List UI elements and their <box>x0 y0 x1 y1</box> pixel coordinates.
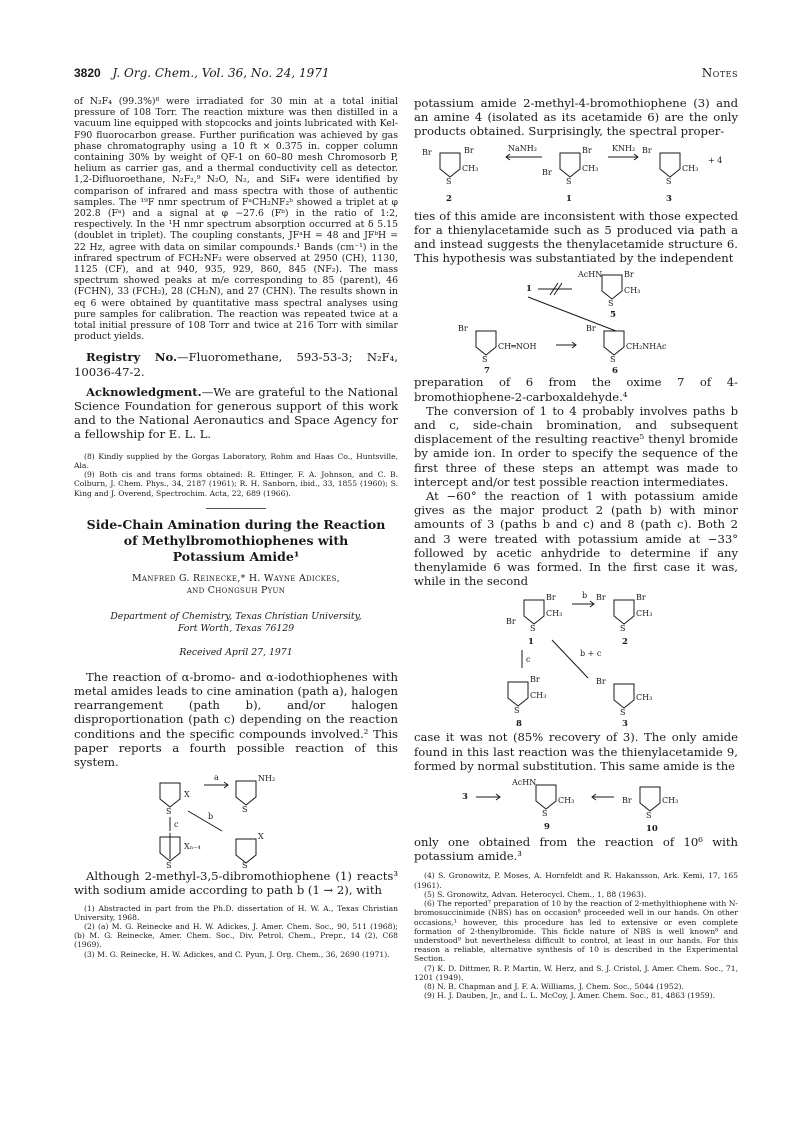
svg-text:CH₃: CH₃ <box>582 163 599 173</box>
footnote-8: (8) Kindly supplied by the Gorgas Laboratory, Rohm and Haas Co., Huntsville, Ala. <box>74 451 398 470</box>
authors-line-1: Manfred G. Reinecke,* H. Wayne Adickes, <box>132 572 340 584</box>
footnote-5: (5) S. Gronowitz, Advan. Heterocycl. Chem., 1, 88 (1963). <box>424 889 647 899</box>
experimental-paragraph: of N₂F₄ (99.3%)⁸ were irradiated for 30 min at a total initial pressure of 108 Torr. The reaction mixture was then distilled in a vacuum line equipped with stopcocks and joints lubricated with Kel-F90 fluorocarbon grease. Further purification was achieved by gas phase chromatography using a 10 ft × 0.375 in. copper column containing 30% by weight of QF-1 on 60–80 mesh Chromosorb P, helium as carrier gas, and a thermal conductivity cell as detector. 1,2-Difluoroethane, N₂F₂,⁹ N₂O, N₂, and SiF₄ were identified by comparison of infrared and mass spectra with those of authentic samples. The ¹⁹F nmr spectrum of FᵃCH₂NF₂ᵇ showed a triplet at φ 202.8 (Fᵃ) and a signal at φ −27.6 (Fᵇ) in the ratio of 1:2, respectively. In the ¹H nmr spectrum absorption occurred at δ 5.15 (doublet in triplet). The coupling constants, JFᵃH = 48 and JFᵇH = 22 Hz, agree with data on similar compounds.¹ Bands (cm⁻¹) in the infrared spectrum of FCH₂NF₂ were observed at 2950 (CH), 1130, 1125 (CF), and at 940, 935, 929, 860, 845 (NF₂). The mass spectrum showed peaks at m/e corresponding to 85 (parent), 46 (FCHN), 33 (FCH₂), 28 (CH₂N), and 27 (CHN). The results shown in eq 6 were obtained by quantitative mass spectral analyses using pure samples for calibration. The reaction was repeated twice at a total initial pressure of 108 Torr and twice at 216 Torr with similar product yields. <box>74 96 398 343</box>
thiophene-nh2 <box>236 774 275 814</box>
continued-paragraph: Although 2-methyl-3,5-dibromothiophene (1) reacts³ with sodium amide according to path b (1 → 2), with <box>74 869 398 898</box>
abstract-paragraph: The reaction of α-bromo- and α-iodothiophenes with metal amides leads to cine amination (path a), halogen rearrangement (path b), and/or halogen disproportionation (path c) depending on the reaction conditions and the specific compounds involved.² This paper reports a fourth possible reaction of this system. <box>74 669 398 769</box>
svg-text:S: S <box>646 811 652 821</box>
svg-text:2: 2 <box>622 637 628 648</box>
footnote-1: (1) Abstracted in part from the Ph.D. dissertation of H. W. A., Texas Christian University, 1968. <box>74 903 398 922</box>
svg-text:S: S <box>620 624 626 634</box>
path-c-label: c <box>174 820 179 830</box>
s-label: S <box>242 805 248 815</box>
nanh2-label: NaNH₂ <box>508 143 537 153</box>
compound-2 <box>596 593 652 647</box>
compound-6 <box>586 324 667 375</box>
scheme-5 <box>416 773 736 835</box>
knh2-label: KNH₂ <box>612 143 636 153</box>
svg-text:Br: Br <box>458 324 468 334</box>
svg-text:S: S <box>530 624 536 634</box>
thiophene-x-rearranged <box>236 832 264 869</box>
section-divider <box>206 508 266 509</box>
svg-text:Br: Br <box>542 167 552 177</box>
compound-7 <box>458 324 536 375</box>
ack-label: Acknowledgment. <box>86 384 202 399</box>
footnote-8r: (8) N. B. Chapman and J. F. A. Williams, J. Chem. Soc., 5044 (1952). <box>424 981 684 991</box>
svg-text:CH₃: CH₃ <box>546 609 563 619</box>
svg-text:AcHN: AcHN <box>512 778 537 788</box>
paragraph-3: preparation of 6 from the oxime 7 of 4-bromothiophene-2-carboxaldehyde.⁴ <box>414 375 738 404</box>
compound-2 <box>422 146 478 204</box>
svg-text:CH₃: CH₃ <box>530 691 547 701</box>
registry-paragraph <box>74 350 398 378</box>
svg-text:Br: Br <box>596 593 606 603</box>
svg-text:7: 7 <box>484 366 490 376</box>
svg-text:S: S <box>566 176 572 186</box>
svg-text:CH₃: CH₃ <box>636 693 653 703</box>
svg-text:Br: Br <box>636 593 646 603</box>
path-a-label: a <box>214 773 219 783</box>
svg-text:S: S <box>620 708 626 718</box>
svg-text:S: S <box>608 299 614 309</box>
paragraph-1: potassium amide 2-methyl-4-bromothiophene (3) and an amine 4 (isolated as its acetamide 6) are the only products obtained. Surprisingly, the spectral proper- <box>414 96 738 139</box>
svg-text:1: 1 <box>526 284 532 295</box>
thiophene-x <box>160 783 190 816</box>
svg-text:Br: Br <box>596 677 606 687</box>
left-column <box>74 96 398 959</box>
svg-text:1: 1 <box>528 637 534 648</box>
footnote-2: (2) (a) M. G. Reinecke and H. W. Adickes, J. Amer. Chem. Soc., 90, 511 (1968); (b) M. G. Reinecke, Amer. Chem. Soc., Div. Petrol. Chem., Prepr., 14 (2), C68 (1969). <box>74 921 398 950</box>
svg-text:Br: Br <box>422 147 432 157</box>
svg-text:S: S <box>514 706 520 716</box>
acknowledgment-paragraph <box>74 385 398 442</box>
section-name: Notes <box>701 66 738 80</box>
authors <box>74 573 398 597</box>
affiliation-line-1: Department of Chemistry, Texas Christian University, <box>110 610 362 622</box>
authors-line-2: and Chongsuh Pyun <box>186 584 286 596</box>
svg-text:CH₃: CH₃ <box>636 609 653 619</box>
svg-text:Br: Br <box>622 796 632 806</box>
svg-text:Br: Br <box>582 145 592 155</box>
path-b-label: b <box>208 812 214 822</box>
svg-text:Br: Br <box>642 145 652 155</box>
footnote-9r: (9) H. J. Dauben, Jr., and L. L. McCoy, J. Amer. Chem. Soc., 81, 4863 (1959). <box>424 991 715 1001</box>
svg-text:1: 1 <box>566 193 572 204</box>
compound-5 <box>577 270 640 320</box>
footnote-3: (3) M. G. Reinecke, H. W. Adickes, and C. Pyun, J. Org. Chem., 36, 2690 (1971). <box>84 949 390 959</box>
compound-10 <box>622 787 678 834</box>
svg-text:8: 8 <box>516 719 522 730</box>
footnote-4: (4) S. Gronowitz, P. Moses, A. Hornfeldt and R. Hakansson, Ark. Kemi, 17, 165 (1961). <box>414 871 738 890</box>
compound-3 <box>642 146 722 204</box>
page-number: 3820 <box>74 66 101 80</box>
svg-text:9: 9 <box>544 822 550 833</box>
paragraph-7: only one obtained from the reaction of 10⁶ with potassium amide.³ <box>414 835 738 864</box>
scheme-2 <box>416 139 736 209</box>
registry-label: Registry No. <box>86 350 178 365</box>
footnote-9: (9) Both cis and trans forms obtained: R. Ettinger, F. A. Johnson, and C. B. Colburn, J. Chem. Phys., 34, 2187 (1961); R. H. Sanborn, ibid., 33, 1855 (1960); S. King and J. Overend, Spectrochim. Acta, 22, 689 (1966). <box>74 470 398 498</box>
ack-text: —We are grateful to the National Science Foundation for generous support of this work and to the National Aeronautics and Space Agency for a fellowship for E. L. L. <box>74 384 398 442</box>
svg-text:b: b <box>582 591 588 601</box>
svg-text:S: S <box>482 355 488 365</box>
svg-text:AcHN: AcHN <box>578 270 603 280</box>
arrow-b <box>188 811 222 831</box>
title-line-1: Side-Chain Amination during the Reaction <box>86 516 386 532</box>
svg-text:S: S <box>446 176 452 186</box>
journal-citation: J. Org. Chem., Vol. 36, No. 24, 1971 <box>112 66 330 80</box>
compound-9 <box>511 778 574 832</box>
svg-text:Br: Br <box>546 593 556 603</box>
svg-text:3: 3 <box>666 193 672 204</box>
nh2-label: NH₂ <box>258 774 276 784</box>
title-line-2: of Methylbromothiophenes with <box>123 532 349 548</box>
svg-text:CH₃: CH₃ <box>662 796 679 806</box>
svg-text:Br: Br <box>464 145 474 155</box>
x-label: X <box>258 832 264 842</box>
svg-text:3: 3 <box>622 719 628 730</box>
compound-3 <box>596 677 652 729</box>
svg-text:2: 2 <box>446 193 452 204</box>
svg-text:5: 5 <box>610 310 616 321</box>
paragraph-4: The conversion of 1 to 4 probably involves paths b and c, side-chain bromination, and subsequent displacement of the resulting reactive⁵ thenyl bromide by amide ion. In order to specify the sequence of the first three of these steps an attempt was made to intercept and/or test possible reaction intermediates. <box>414 403 738 489</box>
svg-text:CH₃: CH₃ <box>682 163 699 173</box>
article-title <box>74 517 398 565</box>
svg-text:S: S <box>666 176 672 186</box>
svg-text:+ 4: + 4 <box>708 155 723 165</box>
svg-text:6: 6 <box>612 366 618 376</box>
paragraph-2: ties of this amide are inconsistent with those expected for a thienylacetamide such as 5 produced via path a and instead suggests the thenylacetamide structure 6. This hypothesis was substantiated by the independent <box>414 208 738 266</box>
svg-text:CH₃: CH₃ <box>624 286 641 296</box>
svg-text:Br: Br <box>586 324 596 334</box>
svg-text:Br: Br <box>530 675 540 685</box>
svg-text:3: 3 <box>462 792 468 803</box>
svg-text:Br: Br <box>506 617 516 627</box>
compound-8 <box>508 675 546 729</box>
scheme-3 <box>416 265 736 375</box>
paragraph-5: At −60° the reaction of 1 with potassium amide gives as the major product 2 (path b) with minor amounts of 3 (paths b and c) and 8 (path c). Both 2 and 3 were treated with potassium amide at −33° followed by acetic anhydride to determine if any thenylamide 6 was formed. In the first case it was, while in the second <box>414 489 738 589</box>
received-date: Received April 27, 1971 <box>179 646 293 658</box>
footnote-6: (6) The reported⁷ preparation of 10 by the reaction of 2-methylthiophene with N-bromosuccinimide (NBS) has on occasion⁸ proceeded well in our hands. On other occasions,¹ however, this procedure has led to extensive or even complete formation of 2-thenylbromide. This fickle nature of NBS is well known⁸ and understood⁹ but nevertheless difficult to control, at least in our hands. For this reason a reliable, alternative synthesis of 10 is described in the Experimental Section. <box>414 899 738 964</box>
footnote-7: (7) K. D. Dittmer, R. P. Martin, W. Herz, and S. J. Cristol, J. Amer. Chem. Soc., 71, 1201 (1949). <box>414 963 738 982</box>
svg-text:CH═NOH: CH═NOH <box>498 342 537 352</box>
right-column <box>414 96 738 1000</box>
registry-text: —Fluoromethane, 593-53-3; N₂F₄, 10036-47-2. <box>74 350 398 379</box>
running-header <box>74 66 738 82</box>
s-label: S <box>166 861 172 870</box>
x-label: X <box>184 790 190 800</box>
scheme-1-reaction-paths <box>126 769 346 869</box>
affiliation <box>74 611 398 635</box>
svg-text:CH₃: CH₃ <box>558 796 575 806</box>
paragraph-6: case it was not (85% recovery of 3). The only amide found in this last reaction was the thienylacetamide 9, formed by normal substitution. This same amide is the <box>414 730 738 773</box>
compound-1 <box>542 146 598 204</box>
xn-label: Xₙ₋₄ <box>184 842 201 852</box>
svg-text:CH₃: CH₃ <box>462 163 479 173</box>
affiliation-line-2: Fort Worth, Texas 76129 <box>177 622 295 634</box>
thiophene-xn <box>160 833 201 869</box>
title-line-3: Potassium Amide¹ <box>172 548 300 564</box>
s-label: S <box>242 861 248 870</box>
svg-text:S: S <box>542 809 548 819</box>
compound-1 <box>506 593 562 647</box>
svg-text:b + c: b + c <box>580 649 602 659</box>
svg-text:c: c <box>526 655 531 665</box>
svg-text:S: S <box>610 355 616 365</box>
svg-text:CH₂NHAc: CH₂NHAc <box>626 342 667 352</box>
svg-text:Br: Br <box>624 270 634 280</box>
svg-text:10: 10 <box>646 824 658 835</box>
scheme-4 <box>416 588 736 730</box>
s-label: S <box>166 807 172 817</box>
